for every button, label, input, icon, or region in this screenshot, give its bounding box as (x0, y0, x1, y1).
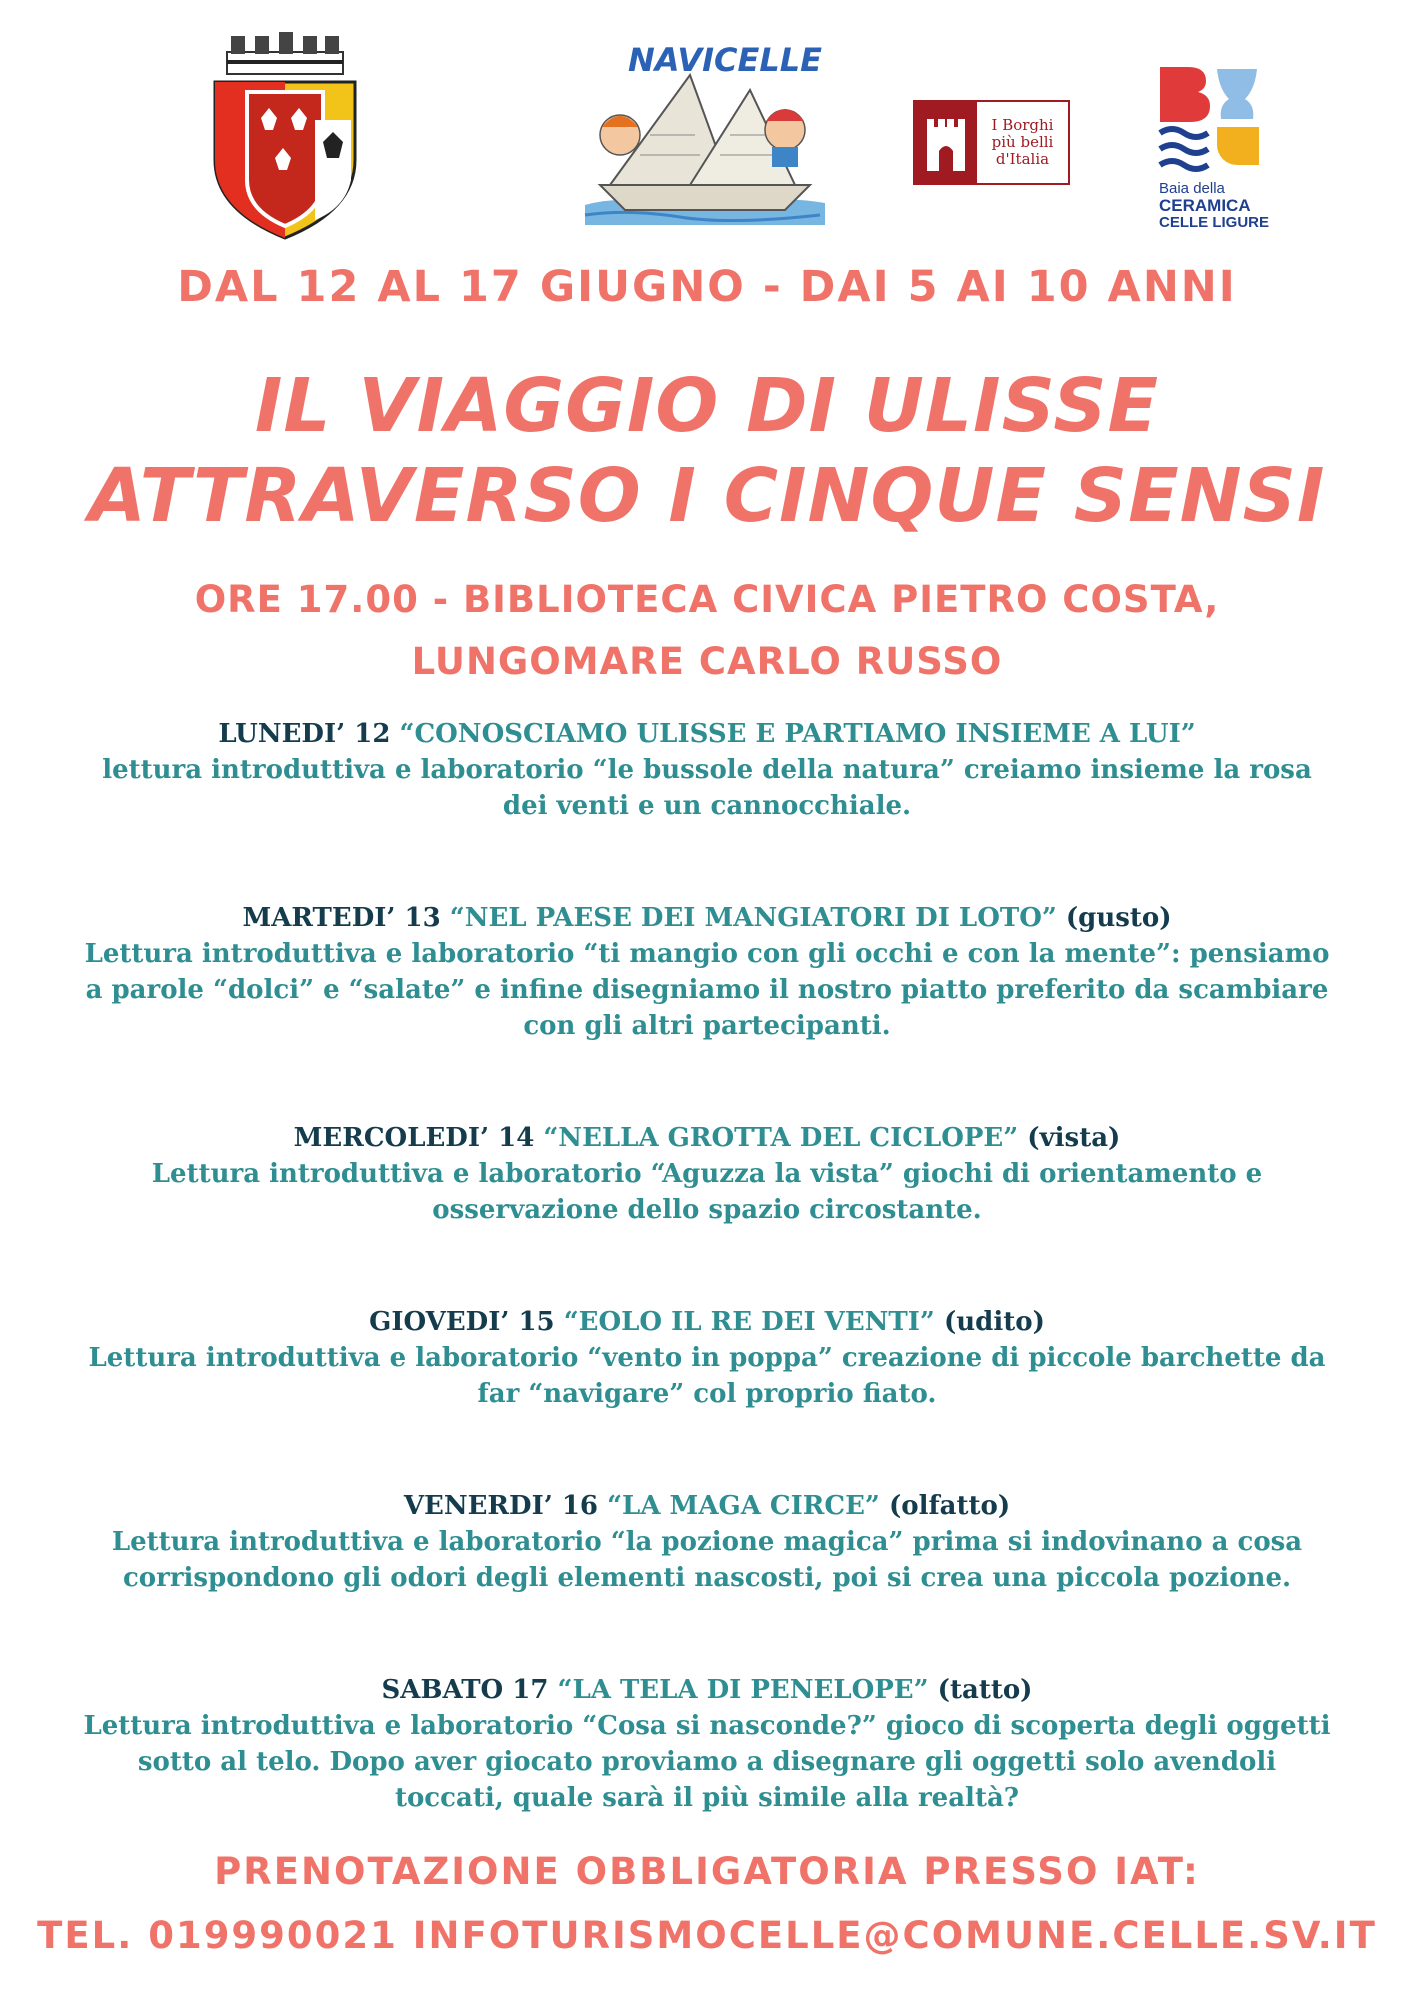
navicelle-logo (580, 35, 830, 245)
location-line-1: ORE 17.00 - BIBLIOTECA CIVICA PIETRO COSTA, (194, 578, 1220, 621)
event-description-line: sotto al telo. Dopo aver giocato proviamo a disegnare gli oggetti solo avendoli (137, 1747, 1277, 1777)
event-title: “CONOSCIAMO ULISSE E PARTIAMO INSIEME A LUI” (399, 719, 1196, 749)
event-description-line: Lettura introduttiva e laboratorio “la pozione magica” prima si indovinano a cosa (111, 1527, 1303, 1557)
event-day: GIOVEDI’ 15 (369, 1307, 555, 1337)
location-line-2: LUNGOMARE CARLO RUSSO (411, 640, 1003, 683)
borghi-line-3: d'Italia (995, 150, 1050, 168)
event-heading (50, 1672, 1364, 1708)
event-sense: (vista) (1027, 1123, 1121, 1153)
event-day: MARTEDI’ 13 (242, 903, 441, 933)
event-day: LUNEDI’ 12 (218, 719, 391, 749)
borghi-line-1: I Borghi (991, 116, 1054, 134)
title-line-1: IL VIAGGIO DI ULISSE (254, 363, 1160, 449)
baia-ceramica-logo (1155, 65, 1270, 230)
event-description-line: toccati, quale sarà il più simile alla realtà? (394, 1783, 1020, 1813)
navicelle-wordmark: NAVICELLE (628, 41, 823, 79)
event-description-line: lettura introduttiva e laboratorio “le bussole della natura” creiamo insieme la rosa (102, 755, 1312, 785)
event-title: “EOLO IL RE DEI VENTI” (563, 1307, 935, 1337)
borghi-text (977, 117, 1068, 168)
event-sense: (tatto) (937, 1675, 1033, 1705)
baia-label (1159, 180, 1279, 231)
event-heading (50, 1304, 1364, 1340)
paper-boats-icon (580, 35, 830, 245)
event-description-line: osservazione dello spazio circostante. (432, 1195, 982, 1225)
coat-of-arms-icon (205, 30, 365, 242)
baia-mark-icon (1155, 65, 1270, 175)
baia-line-2: CERAMICA (1159, 196, 1251, 215)
event-heading (50, 900, 1364, 936)
castle-icon (915, 102, 977, 183)
borghi-line-2: più belli (991, 133, 1054, 151)
event-description-line: Lettura introduttiva e laboratorio “vento in poppa” creazione di piccole barchette da (88, 1343, 1326, 1373)
event-friday (50, 1488, 1364, 1596)
event-sense: (udito) (943, 1307, 1045, 1337)
event-tuesday (50, 900, 1364, 1044)
booking-notice: PRENOTAZIONE OBBLIGATORIA PRESSO IAT: (214, 1850, 1200, 1893)
event-wednesday (50, 1120, 1364, 1228)
borghi-box (913, 100, 1070, 185)
event-sense: (olfatto) (888, 1491, 1011, 1521)
event-heading (50, 716, 1364, 752)
event-day: SABATO 17 (381, 1675, 549, 1705)
event-title: “LA TELA DI PENELOPE” (557, 1675, 929, 1705)
event-description-line: con gli altri partecipanti. (523, 1011, 891, 1041)
event-thursday (50, 1304, 1364, 1412)
title-line-2: ATTRAVERSO I CINQUE SENSI (88, 453, 1326, 539)
event-monday (50, 716, 1364, 824)
event-heading (50, 1120, 1364, 1156)
event-dates: DAL 12 AL 17 GIUGNO - DAI 5 AI 10 ANNI (177, 262, 1237, 312)
logo-bar (0, 0, 1414, 250)
event-description-line: far “navigare” col proprio fiato. (477, 1379, 937, 1409)
event-title: “LA MAGA CIRCE” (607, 1491, 880, 1521)
event-description-line: a parole “dolci” e “salate” e infine disegniamo il nostro piatto preferito da scambiare (85, 975, 1329, 1005)
event-description-line: Lettura introduttiva e laboratorio “Aguzza la vista” giochi di orientamento e (151, 1159, 1263, 1189)
event-title: “NEL PAESE DEI MANGIATORI DI LOTO” (449, 903, 1057, 933)
event-description-line: dei venti e un cannocchiale. (502, 791, 912, 821)
event-schedule (50, 716, 1364, 1892)
baia-line-3: CELLE LIGURE (1159, 214, 1270, 231)
event-title: “NELLA GROTTA DEL CICLOPE” (543, 1123, 1019, 1153)
event-sense: (gusto) (1065, 903, 1172, 933)
event-heading (50, 1488, 1364, 1524)
event-day: MERCOLEDI’ 14 (293, 1123, 535, 1153)
event-saturday (50, 1672, 1364, 1816)
coat-of-arms-logo (205, 30, 365, 242)
borghi-logo (913, 100, 1070, 185)
event-description-line: corrispondono gli odori degli elementi nascosti, poi si crea una piccola pozione. (122, 1563, 1292, 1593)
booking-contacts: TEL. 019990021 INFOTURISMOCELLE@COMUNE.CELLE.SV.IT (37, 1914, 1377, 1957)
event-description-line: Lettura introduttiva e laboratorio “ti mangio con gli occhi e con la mente”: pensiamo (84, 939, 1330, 969)
event-description-line: Lettura introduttiva e laboratorio “Cosa si nasconde?” gioco di scoperta degli oggetti (83, 1711, 1331, 1741)
baia-line-1: Baia della (1159, 180, 1225, 197)
event-day: VENERDI’ 16 (403, 1491, 599, 1521)
